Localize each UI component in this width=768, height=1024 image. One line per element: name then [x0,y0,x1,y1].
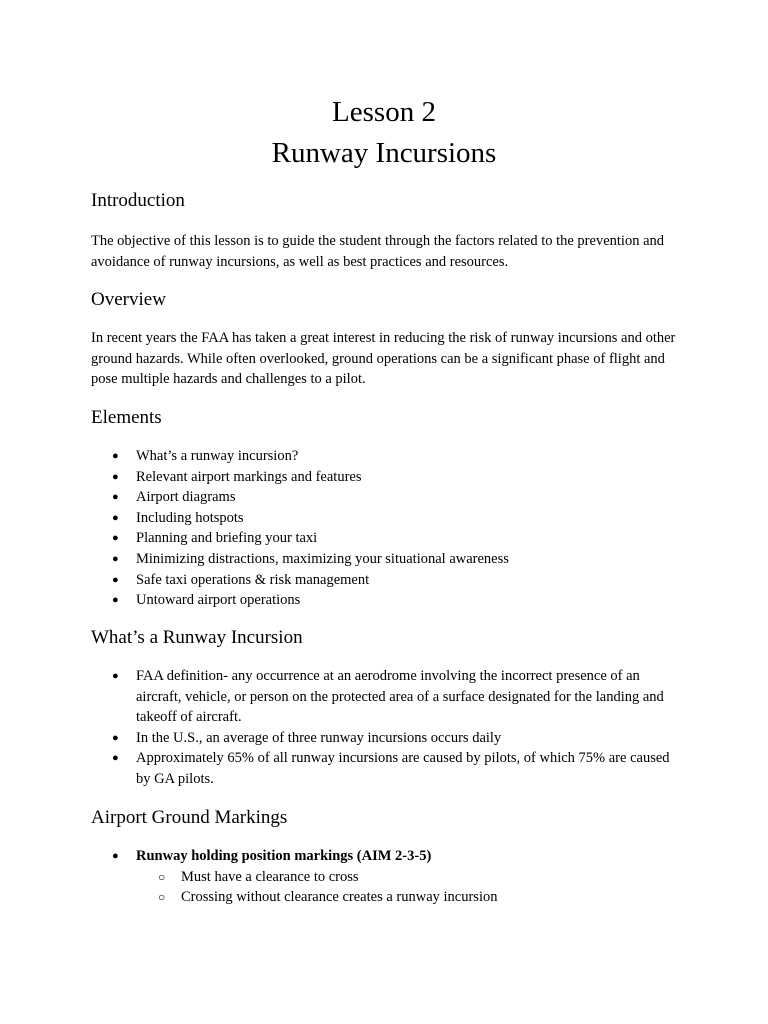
list-item: ● What’s a runway incursion? [91,446,681,467]
list-item-label: Runway holding position markings (AIM 2-3-5) [136,848,432,864]
ground-markings-heading: Airport Ground Markings [91,807,288,828]
list-item: ● Safe taxi operations & risk management [91,570,681,591]
lesson-topic-title: Runway Incursions [271,137,497,169]
ground-markings-list [91,846,681,908]
sub-list-item: ○ Crossing without clearance creates a runway incursion [136,887,681,908]
overview-heading: Overview [91,289,166,310]
list-item: ● Including hotspots [91,508,681,529]
introduction-heading: Introduction [91,190,185,211]
list-item: ● Airport diagrams [91,487,681,508]
list-item [91,846,681,908]
sub-list [136,867,681,908]
lesson-number-title: Lesson 2 [332,96,436,128]
list-item: ● Approximately 65% of all runway incursions are caused by pilots, of which 75% are caused by GA pilots. [91,748,681,789]
list-item: ● Minimizing distractions, maximizing your situational awareness [91,549,681,570]
list-item: ● Untoward airport operations [91,590,681,611]
list-item: ● FAA definition- any occurrence at an aerodrome involving the incorrect presence of an aircraft, vehicle, or person on the protected area of a surface designated for the landing and takeoff of aircraft. [91,666,681,728]
elements-list [91,446,681,611]
overview-text: In recent years the FAA has taken a great interest in reducing the risk of runway incursions and other ground hazards. While often overlooked, ground operations can be a significant phase of flight and pose multiple hazards and challenges to a pilot. [91,330,676,388]
sub-list-item: ○ Must have a clearance to cross [136,867,681,888]
introduction-text: The objective of this lesson is to guide the student through the factors related to the prevention and avoidance of runway incursions, as well as best practices and resources. [91,233,665,270]
whats-incursion-heading: What’s a Runway Incursion [91,627,303,648]
list-item: ● In the U.S., an average of three runway incursions occurs daily [91,728,681,749]
list-item: ● Planning and briefing your taxi [91,528,681,549]
list-item: ● Relevant airport markings and features [91,467,681,488]
elements-heading: Elements [91,407,162,428]
whats-incursion-list [91,666,681,790]
